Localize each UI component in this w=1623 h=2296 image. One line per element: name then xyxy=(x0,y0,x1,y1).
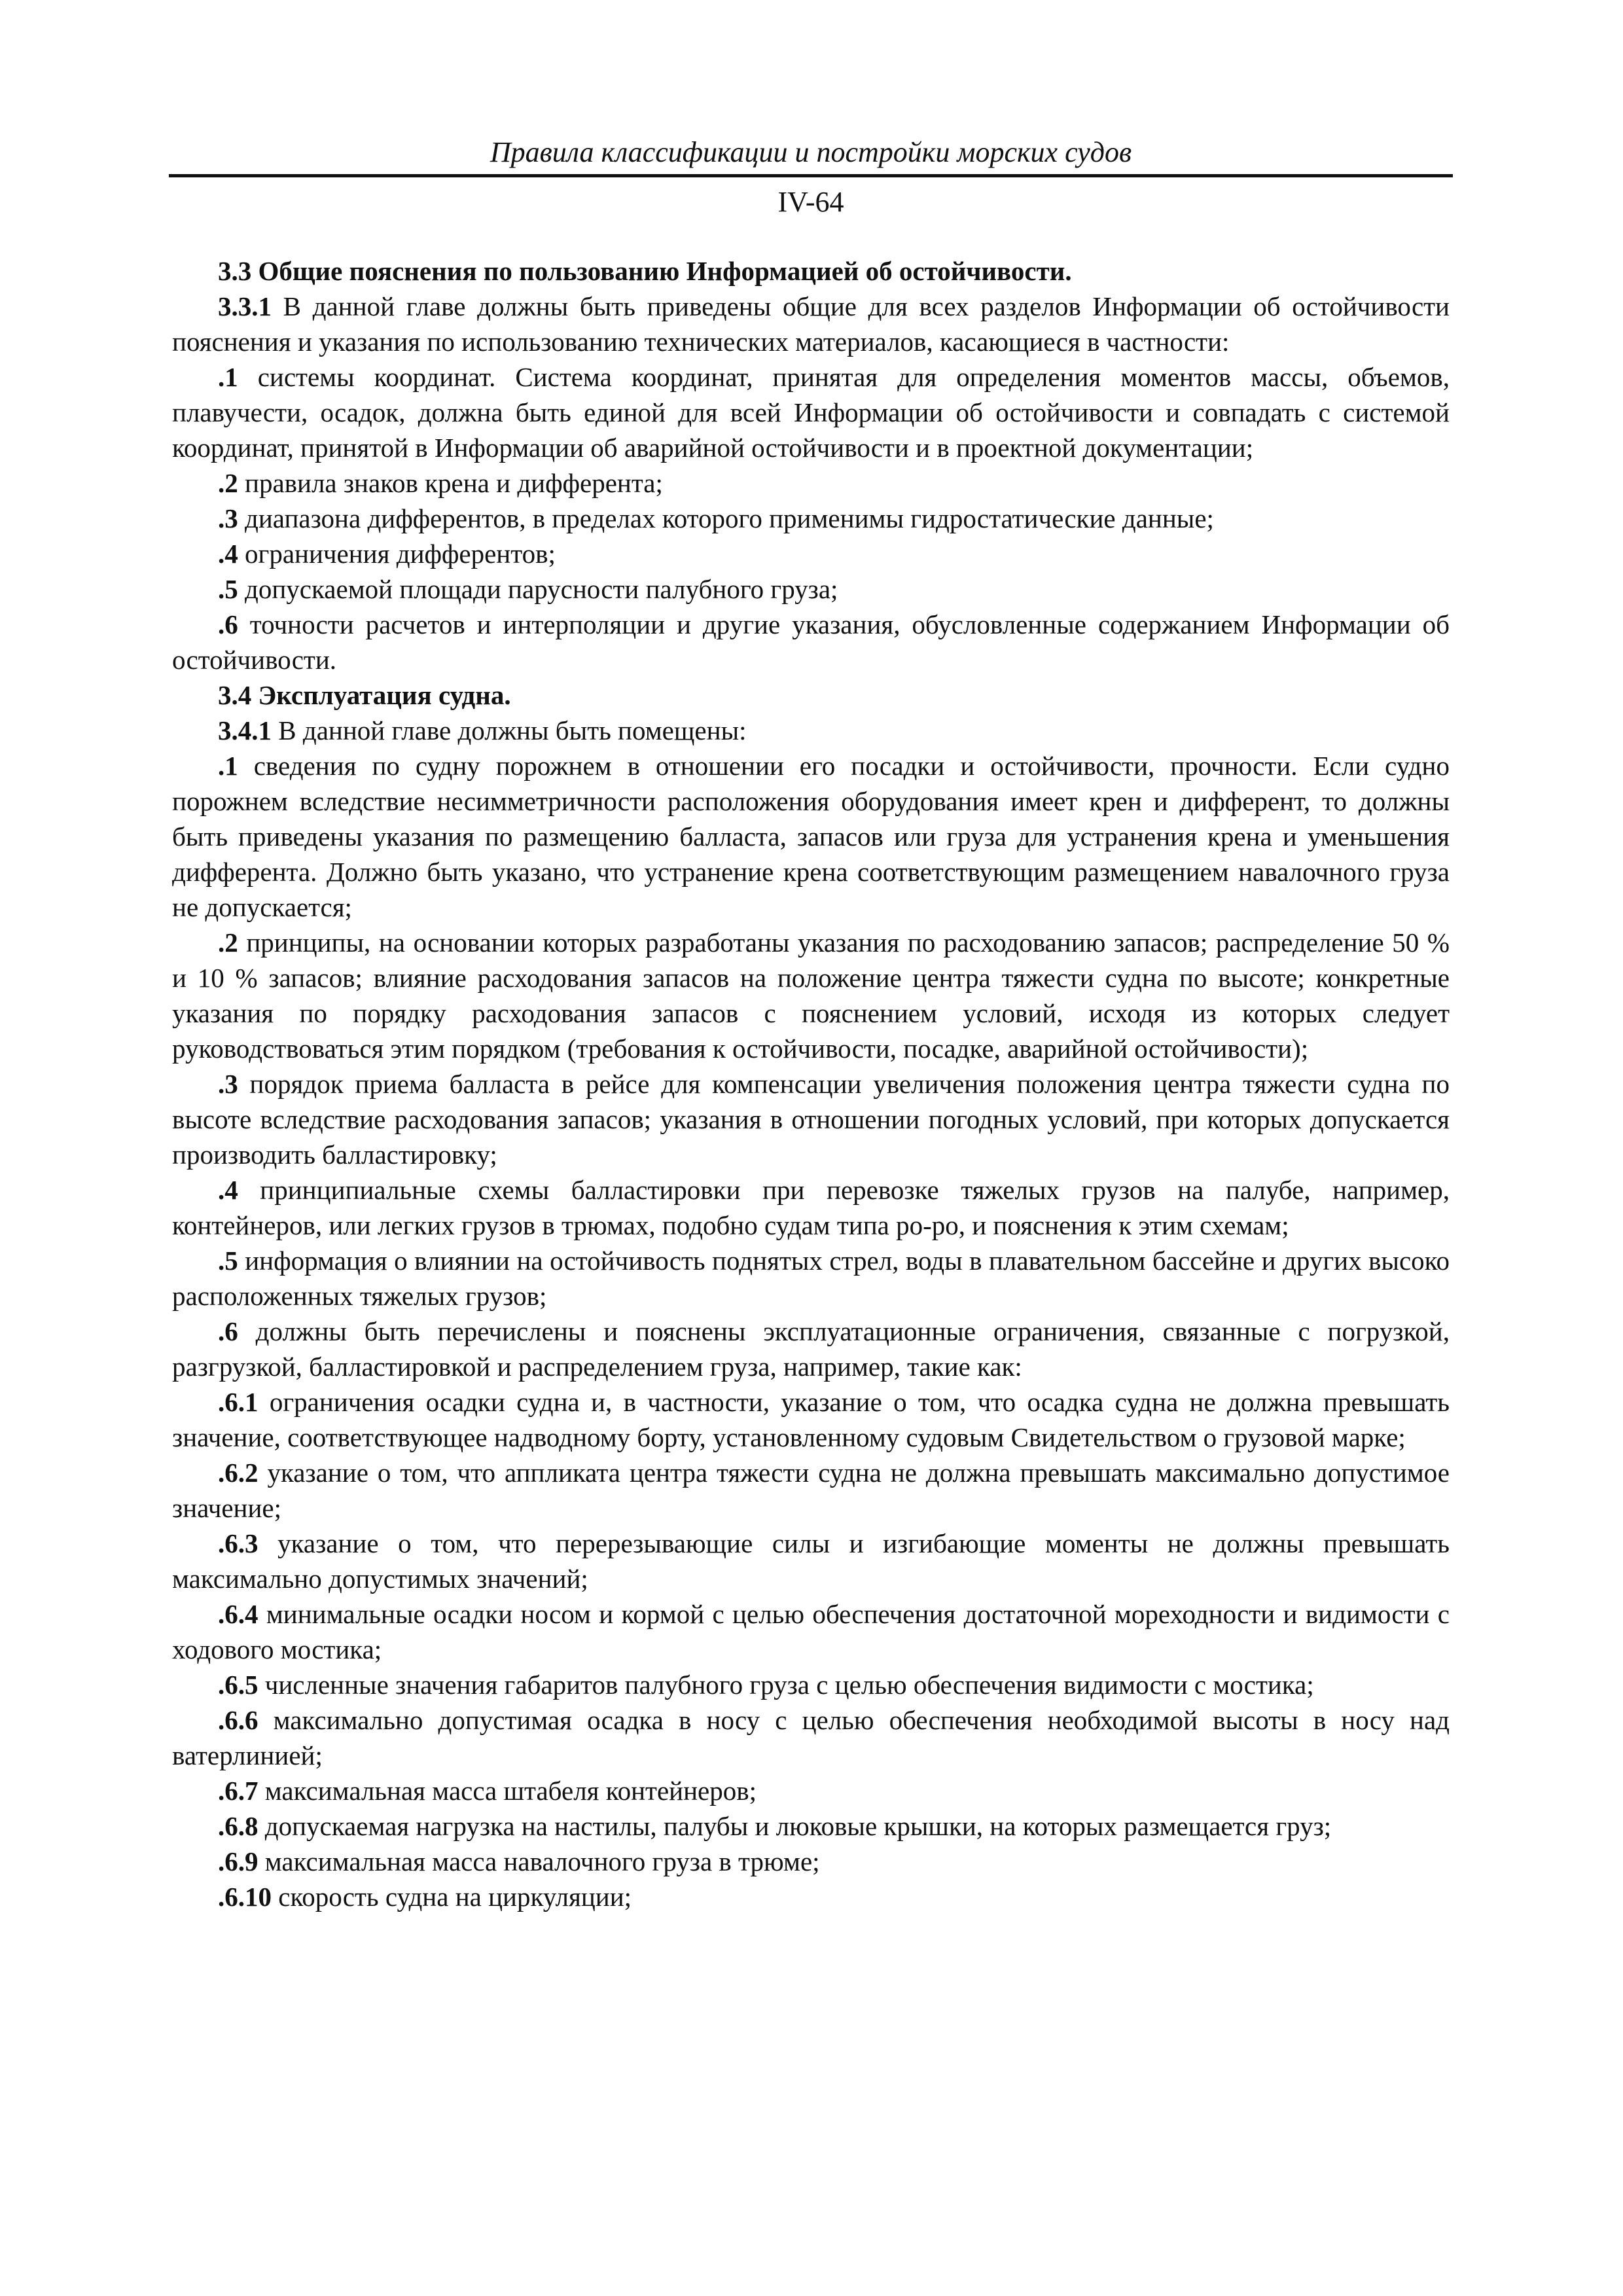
clause-text: правила знаков крена и дифферента; xyxy=(238,468,663,498)
clause-number: .6.6 xyxy=(218,1705,259,1735)
clause-number: .6.5 xyxy=(218,1670,259,1700)
paragraph xyxy=(172,925,1450,1066)
paragraph xyxy=(172,1066,1450,1172)
clause-number: 3.3.1 xyxy=(218,291,272,321)
paragraph xyxy=(172,1773,1450,1808)
clause-text: максимальная масса навалочного груза в трюме; xyxy=(258,1846,820,1876)
paragraph xyxy=(172,1596,1450,1667)
paragraph xyxy=(172,1844,1450,1879)
clause-text: скорость судна на циркуляции; xyxy=(272,1882,632,1912)
clause-text: порядок приема балласта в рейсе для компенсации увеличения положения центра тяжести судна по высоте вследствие расходования запасов; указания в отношении погодных условий, при которых допускается производить балластировку; xyxy=(172,1069,1450,1170)
paragraph xyxy=(172,1808,1450,1844)
clause-number: .6 xyxy=(218,1316,238,1346)
clause-number: .6.10 xyxy=(218,1882,272,1912)
clause-text: информация о влиянии на остойчивость поднятых стрел, воды в плавательном бассейне и других высоко расположенных тяжелых грузов; xyxy=(172,1246,1450,1311)
paragraph xyxy=(172,359,1450,465)
paragraph xyxy=(172,713,1450,748)
paragraph xyxy=(172,1526,1450,1596)
paragraph xyxy=(172,571,1450,607)
clause-text: сведения по судну порожнем в отношении его посадки и остойчивости, прочности. Если судно порожнем вследствие несимметричности расположения оборудования имеет крен и дифферент, то должны быть приведены указания по размещению балласта, запасов или груза для устранения крена и уменьшения дифферента. Должно быть указано, что устранение крена соответствующим размещением навалочного груза не допускается; xyxy=(172,751,1450,922)
clause-number: .6 xyxy=(218,609,238,639)
clause-text: принципы, на основании которых разработаны указания по расходованию запасов; распределение 50 % и 10 % запасов; влияние расходования запасов на положение центра тяжести судна по высоте; конкретные указания по порядку расходования запасов с пояснением условий, исходя из которых следует руководствоваться этим порядком (требования к остойчивости, посадке, аварийной остойчивости); xyxy=(172,927,1450,1064)
clause-number: .6.1 xyxy=(218,1387,259,1417)
paragraph xyxy=(172,1667,1450,1702)
clause-text: В данной главе должны быть помещены: xyxy=(272,715,747,745)
clause-text: ограничения дифферентов; xyxy=(238,539,556,569)
paragraph xyxy=(172,536,1450,571)
clause-number: .5 xyxy=(218,1246,238,1276)
page-number: IV-64 xyxy=(777,186,844,218)
paragraph xyxy=(172,501,1450,536)
clause-number: .6.8 xyxy=(218,1811,259,1841)
document-body xyxy=(172,253,1450,1914)
paragraph xyxy=(172,1243,1450,1314)
clause-number: .1 xyxy=(218,751,238,781)
clause-number: .3 xyxy=(218,503,238,533)
clause-number: .2 xyxy=(218,927,238,958)
clause-number: .6.9 xyxy=(218,1846,259,1876)
clause-text: диапазона дифферентов, в пределах которого применимы гидростатические данные; xyxy=(238,503,1214,533)
section-heading: 3.3 Общие пояснения по пользованию Информацией об остойчивости. xyxy=(218,256,1072,286)
clause-text: должны быть перечислены и пояснены эксплуатационные ограничения, связанные с погрузкой, разгрузкой, балластировкой и распределением груза, например, такие как: xyxy=(172,1316,1450,1382)
clause-text: численные значения габаритов палубного груза с целью обеспечения видимости с мостика; xyxy=(258,1670,1314,1700)
paragraph xyxy=(172,1172,1450,1243)
clause-text: допускаемой площади парусности палубного груза; xyxy=(238,574,838,604)
clause-number: .6.2 xyxy=(218,1458,259,1488)
clause-text: допускаемая нагрузка на настилы, палубы и люковые крышки, на которых размещается груз; xyxy=(258,1811,1332,1841)
clause-text: максимально допустимая осадка в носу с целью обеспечения необходимой высоты в носу над ватерлинией; xyxy=(172,1705,1450,1770)
clause-number: .4 xyxy=(218,1175,238,1205)
clause-number: .4 xyxy=(218,539,238,569)
clause-number: .5 xyxy=(218,574,238,604)
paragraph xyxy=(172,465,1450,501)
paragraph xyxy=(172,1314,1450,1384)
paragraph xyxy=(172,1702,1450,1773)
clause-number: 3.4.1 xyxy=(218,715,272,745)
paragraph xyxy=(172,1384,1450,1455)
clause-text: ограничения осадки судна и, в частности, указание о том, что осадка судна не должна превышать значение, соответствующее надводному борту, установленному судовым Свидетельством о грузовой марке; xyxy=(172,1387,1450,1452)
clause-number: .3 xyxy=(218,1069,238,1099)
section-heading: 3.4 Эксплуатация судна. xyxy=(218,680,511,710)
paragraph xyxy=(172,1455,1450,1526)
running-title: Правила классификации и постройки морских судов xyxy=(490,136,1132,168)
clause-text: точности расчетов и интерполяции и другие указания, обусловленные содержанием Информации об остойчивости. xyxy=(172,609,1450,675)
clause-number: .6.4 xyxy=(218,1599,259,1629)
clause-text: указание о том, что аппликата центра тяжести судна не должна превышать максимально допустимое значение; xyxy=(172,1458,1450,1523)
paragraph xyxy=(172,1879,1450,1914)
clause-number: .6.7 xyxy=(218,1776,259,1806)
paragraph xyxy=(172,289,1450,359)
clause-text: принципиальные схемы балластировки при перевозке тяжелых грузов на палубе, например, контейнеров, или легких грузов в трюмах, подобно судам типа ро-ро, и пояснения к этим схемам; xyxy=(172,1175,1450,1240)
clause-number: .1 xyxy=(218,362,238,392)
clause-number: .6.3 xyxy=(218,1528,259,1558)
clause-text: системы координат. Система координат, принятая для определения моментов массы, объемов, плавучести, осадок, должна быть единой для всей Информации об остойчивости и совпадать с системой координат, принятой в Информации об аварийной остойчивости и в проектной документации; xyxy=(172,362,1450,463)
header-rule xyxy=(169,174,1453,177)
clause-text: максимальная масса штабеля контейнеров; xyxy=(258,1776,757,1806)
clause-text: указание о том, что перерезывающие силы и изгибающие моменты не должны превышать максимально допустимых значений; xyxy=(172,1528,1450,1594)
paragraph xyxy=(172,748,1450,925)
clause-text: минимальные осадки носом и кормой с целью обеспечения достаточной мореходности и видимости с ходового мостика; xyxy=(172,1599,1450,1664)
paragraph xyxy=(172,607,1450,677)
clause-text: В данной главе должны быть приведены общие для всех разделов Информации об остойчивости пояснения и указания по использованию технических материалов, касающиеся в частности: xyxy=(172,291,1450,357)
clause-number: .2 xyxy=(218,468,238,498)
